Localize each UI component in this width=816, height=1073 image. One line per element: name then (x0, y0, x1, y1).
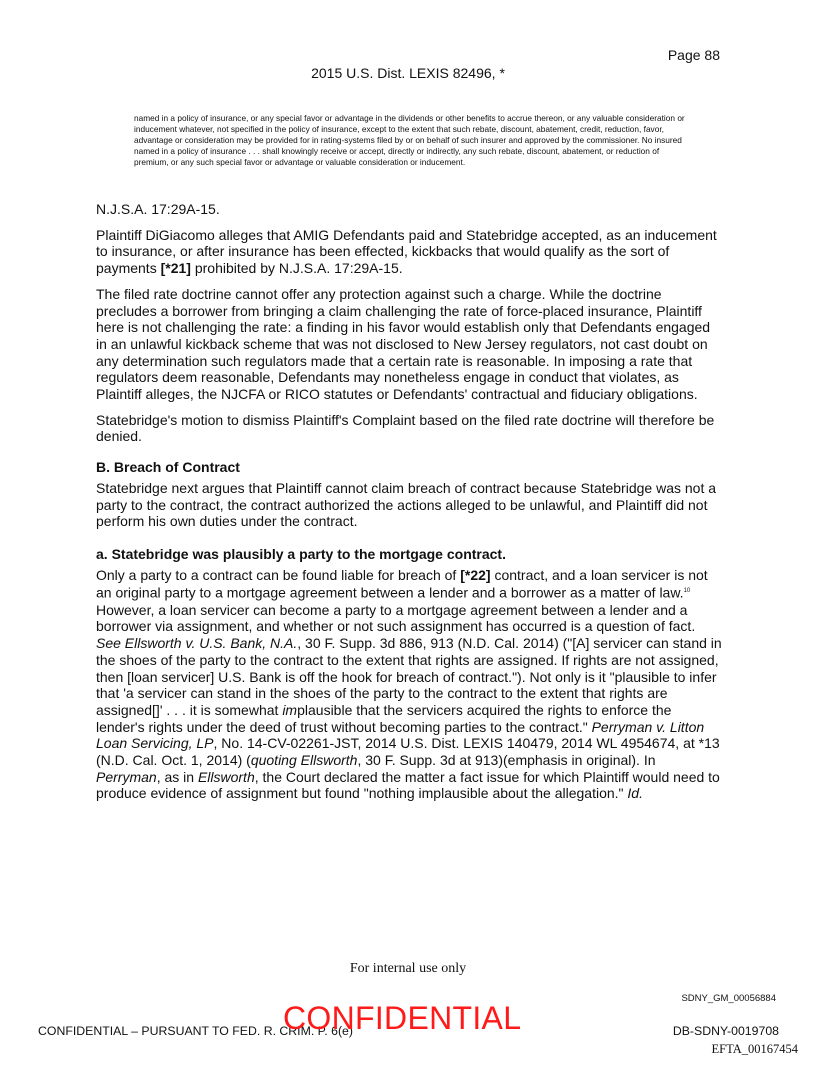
paragraph-text: , 30 F. Supp. 3d at 913)(emphasis in original). In (357, 752, 656, 769)
paragraph-text: , the Court declared the matter a fact issue for which Plaintiff would need to produce evidence of assignment but found "nothing implausible about the allegation." (96, 768, 720, 802)
paragraph-text: , No. 14-CV-02261-JST, 2014 U.S. Dist. LEXIS 140479, 2014 WL 4954674, at *13 (N.D. Cal. Oct. 1, 2014) ( (96, 735, 720, 769)
page-number: Page 88 (667, 47, 720, 63)
paragraph-text: prohibited by N.J.S.A. 17:29A-15. (194, 260, 403, 277)
case-cite: Perryman (96, 768, 157, 785)
confidentiality-legend: CONFIDENTIAL – PURSUANT TO FED. R. CRIM. P. 6(e) (38, 1024, 353, 1038)
footnote-reference[interactable]: 10 (683, 588, 691, 595)
case-cite: See Ellsworth v. U.S. Bank, N.A. (96, 635, 298, 652)
paragraph: Statebridge's motion to dismiss Plaintiff's Complaint based on the filed rate doctrine will therefore be denied. (96, 411, 715, 445)
paragraph-text: Only a party to a contract can be found liable for breach of (96, 566, 457, 583)
statute-cite: N.J.S.A. 17:29A-15. (96, 201, 220, 217)
star-page-marker: [*22] (460, 566, 491, 583)
paragraph: Statebridge next argues that Plaintiff cannot claim breach of contract because Statebridge was not a party to the contract, the contract authorized the actions alleged to be unlawful, and Plaintiff did not perform his own duties under the contract. (96, 479, 717, 530)
paragraph-text: , as in (156, 768, 198, 785)
case-cite: Perryman v. Litton Loan Servicing, LP (96, 718, 705, 752)
case-cite: Ellsworth (197, 768, 255, 785)
efta-number: EFTA_00167454 (711, 1042, 798, 1056)
paragraph: The filed rate doctrine cannot offer any protection against such a charge. While the doctrine precludes a borrower from bringing a claim challenging the rate of force-placed insurance, Plaintiff here is not challenging the rate: a finding in his favor would establish only that Defendants engaged in an unlawful kickback scheme that was not disclosed to New Jersey regulators, not cast doubt on any determination such regulators made that a certain rate is reasonable. In imposing a rate that regulators deem reasonable, Defendants may nonetheless engage in conduct that violates, as Plaintiff alleges, the NJCFA or RICO statutes or Defendants' contractual and fiduciary obligations. (96, 285, 711, 403)
paragraph-text: However, a loan servicer can become a party to a mortgage agreement between a lender and a borrower via assignment, and whether or not such assignment has occurred is a question of fact. (96, 601, 696, 635)
confidential-stamp: CONFIDENTIAL (283, 1000, 522, 1036)
opinion-body (96, 201, 722, 811)
emphasis: im (282, 701, 298, 718)
paragraph-text: contract, and a loan servicer is not an original party to a mortgage agreement between a lender and a borrower as a matter of law. (96, 566, 708, 602)
paragraph-text: , 30 F. Supp. 3d 886, 913 (N.D. Cal. 2014) ("[A] servicer can stand in the shoes of the party to the contract to the extent that rights are assigned. If rights are not assigned, then [loan servicer] U.S. Bank is off the hook for breach of contract."). Not only is it "plausible to infer that 'a servicer can stand in the shoes of the party to the contract to the extent that rights are assigned[]' . . . it is somewhat (96, 635, 722, 718)
section-heading: B. Breach of Contract (96, 459, 240, 476)
bates-number-gm: SDNY_GM_00056884 (681, 993, 776, 1004)
bates-number-db: DB-SDNY-0019708 (672, 1024, 779, 1038)
star-page-marker: [*21] (160, 260, 191, 277)
case-cite: quoting Ellsworth (250, 752, 358, 769)
paragraph (96, 567, 722, 803)
case-citation: 2015 U.S. Dist. LEXIS 82496, * (311, 65, 505, 81)
case-cite: Id. (627, 785, 643, 802)
paragraph-text: plausible that the servicers acquired the rights to enforce the lender's rights under the deed of trust without becoming parties to the contract." (96, 701, 672, 735)
paragraph (96, 227, 722, 277)
paragraph-text: Plaintiff DiGiacomo alleges that AMIG Defendants paid and Statebridge accepted, as an inducement to insurance, or after insurance has been effected, kickbacks that would qualify as the sort of payments (96, 226, 717, 277)
footnote-block: named in a policy of insurance, or any special favor or advantage in the dividends or other benefits to accrue thereon, or any valuable consideration or inducement whatever, not specified in the policy of insurance, except to the extent that such rebate, discount, abatement, credit, reduction, favor, advantage or consideration may be provided for in rating-systems filed by or on behalf of such insurer and approved by the commissioner. No insured named in a policy of insurance . . . shall knowingly receive or accept, directly or indirectly, any such rebate, discount, abatement, or reduction of premium, or any such special favor or advantage or valuable consideration or inducement. (134, 113, 685, 167)
internal-use-notice: For internal use only (349, 961, 467, 976)
subsection-heading: a. Statebridge was plausibly a party to the mortgage contract. (96, 545, 506, 562)
